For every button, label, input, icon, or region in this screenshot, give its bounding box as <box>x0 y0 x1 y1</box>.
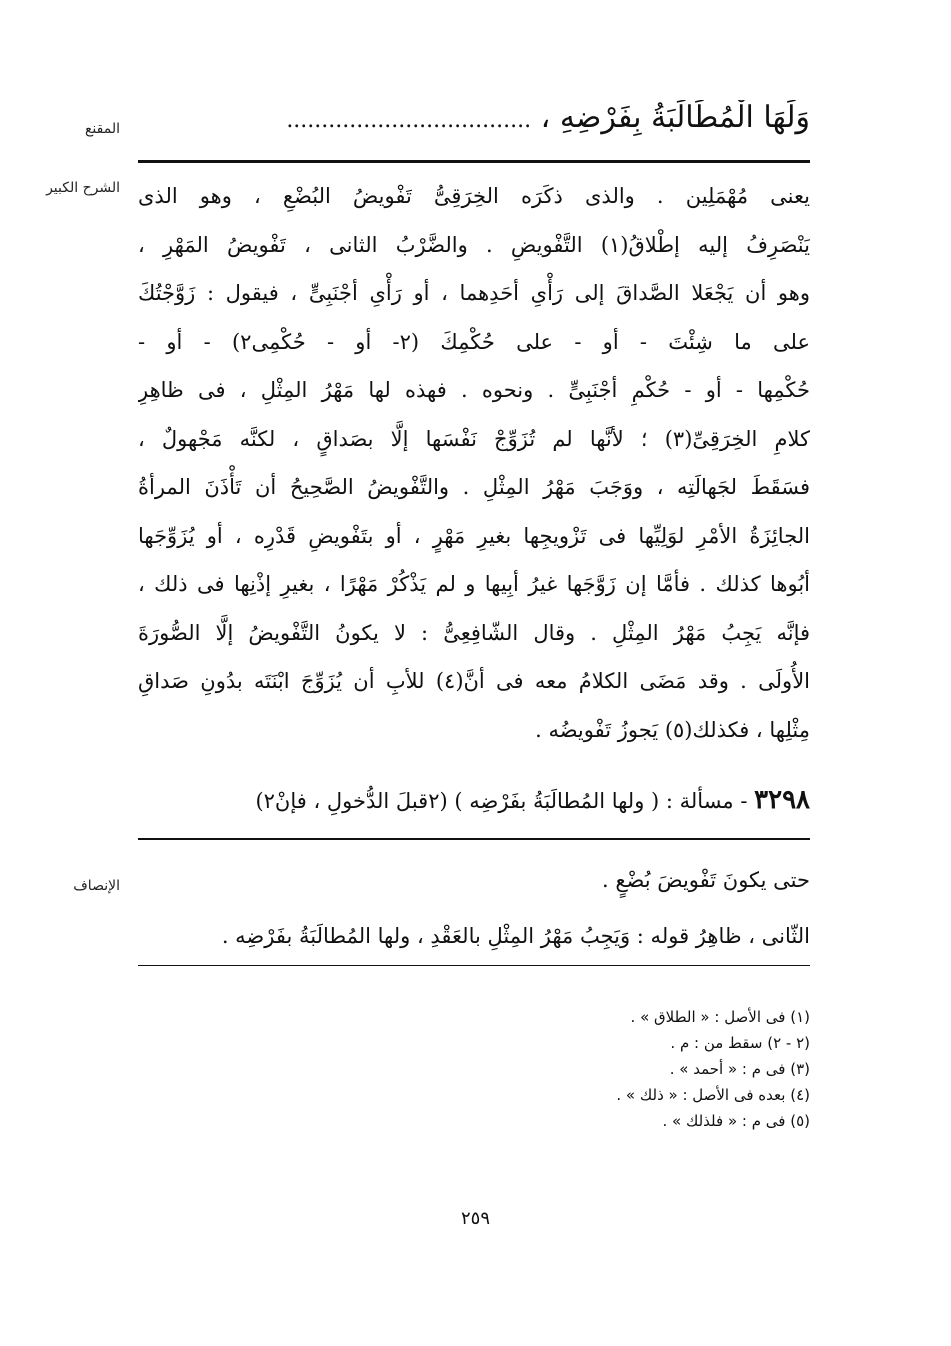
footnote: (٣) فى م : « أحمد » . <box>669 1060 810 1078</box>
sharh-line: يَنْصَرِفُ إليه إطْلاقُ(١) التَّفْويضِ . والضَّرْبُ الثانى ، تَفْويضُ المَهْرِ ، <box>138 232 810 257</box>
sharh-line: حُكْمِها - أو - حُكْمِ أجْنَبِىٍّ . ونحوه . فهذه لها مَهْرُ المِثْلِ ، فى ظاهِرِ <box>138 378 810 402</box>
insaf-line: الثّانى ، ظاهِرُ قوله : وَيَجِبُ مَهْرُ المِثْلِ بالعَقْدِ ، ولها المُطالَبَةُ بفَرْضِه . <box>221 924 810 948</box>
insaf-side-label: الإنصاف <box>73 878 120 894</box>
masala-heading <box>138 776 810 825</box>
matn-text: وَلَهَا الْمُطَالَبَةُ بِفَرْضِهِ ، <box>540 100 810 135</box>
sharh-line: فإنَّه يَجِبُ مَهْرُ المِثْلِ . وقال الشّافِعِىُّ : لا يكونُ التَّفْويضُ إلَّا الصُّورَةَ <box>138 620 810 645</box>
matn-header <box>138 100 810 150</box>
sharh-line: الجائِزَةُ الأمْرِ لوَلِيِّها فى تَزْويجِها بغيرِ مَهْرٍ ، أو بتَفْويضِ قَدْرِه ، أو يُزَوِّجَها <box>138 523 810 548</box>
masala-number: ٣٢٩٨ <box>754 785 810 815</box>
insaf-line: حتى يكونَ تَفْويضَ بُضْعٍ . <box>601 868 810 892</box>
header-divider <box>138 160 810 163</box>
sharh-line: على ما شِئْتَ - أو - على حُكْمِكَ (٢- أو - حُكْمِى٢) - أو - <box>138 329 810 354</box>
footnote: (٢ - ٢) سقط من : م . <box>670 1034 810 1052</box>
insaf-bottom-rule <box>138 965 810 966</box>
sharh-side-label: الشرح الكبير <box>46 180 120 196</box>
masala-text: - مسألة : ( ولها المُطالَبَةُ بفَرْضِه ) (٢قبلَ الدُّخولِ ، فإنْ٢) <box>255 789 748 813</box>
sharh-line: كلامِ الخِرَقِىِّ(٣) ؛ لأنَّها لم تُزَوِّجْ نَفْسَها إلَّا بصَداقٍ ، لكنَّه مَجْهولٌ ، <box>138 426 810 451</box>
sharh-line: فسَقَطَ لجَهالَتِه ، ووَجَبَ مَهْرُ المِثْلِ . والتَّفْويضُ الصَّحِيحُ أن تَأْذَنَ المرأةُ <box>138 475 810 499</box>
insaf-divider <box>138 838 810 840</box>
page-number: ٢٥٩ <box>460 1208 490 1229</box>
footnote: (٥) فى م : « فلذلك » . <box>662 1112 810 1130</box>
footnotes <box>400 1004 810 1134</box>
sharh-line: مِثْلِها ، فكذلك(٥) يَجوزُ تَفْويضُه . <box>535 717 810 742</box>
footnote: (٤) بعده فى الأصل : « ذلك » . <box>616 1086 810 1104</box>
sharh-line: الأُولَى . وقد مَضَى الكلامُ معه فى أنَّ(٤) للأبِ أن يُزَوِّجَ ابْنَتَه بدُونِ صَداقِ <box>138 669 810 693</box>
muqni-side-label: المقنع <box>84 121 120 137</box>
matn-dots: ................................... <box>286 108 532 133</box>
sharh-line: أبُوها كذلك . فأمَّا إن زَوَّجَها غيرُ أبِيها و لم يَذْكُرْ مَهْرًا ، بغيرِ إذْنِها فى ذلك ، <box>138 572 810 596</box>
sharh-body <box>138 172 810 754</box>
sharh-line: وهو أن يَجْعَلا الصَّداقَ إلى رَأْىِ أحَدِهما ، أو رَأْىِ أجْنَبِىٍّ ، فيقول : زَوَّجْتُكَ <box>138 281 810 305</box>
footnote: (١) فى الأصل : « الطلاق » . <box>630 1008 810 1026</box>
sharh-line: يعنى مُهْمَلِين . والذى ذكَرَه الخِرَقِىُّ تَفْويضُ البُضْعِ ، وهو الذى <box>138 184 810 208</box>
